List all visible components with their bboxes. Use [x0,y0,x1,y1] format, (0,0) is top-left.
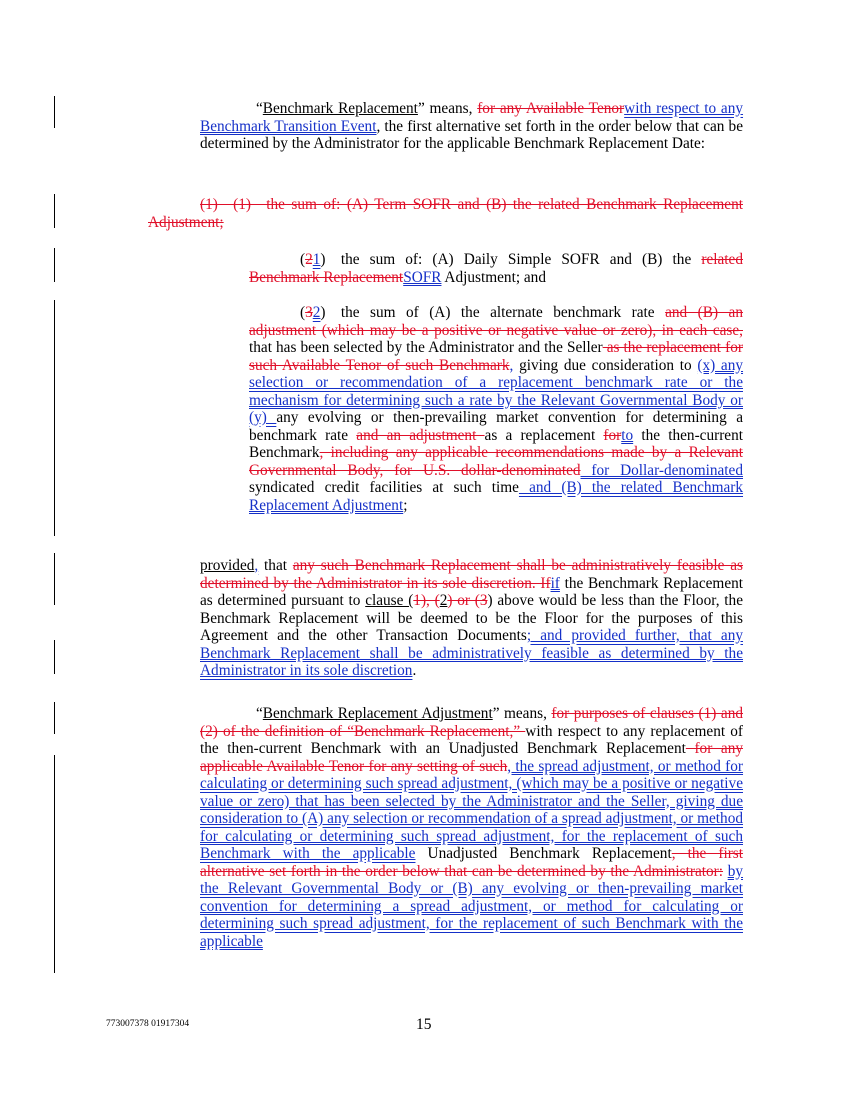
deletion: for purposes of clauses (1) and (2) of the definition of “Benchmark Replacement,” [200,705,743,740]
deletion: , the first alternative set forth in the order below that can be determined by the Administrator: [200,845,744,880]
change-bar [54,194,55,228]
clause-alternate-benchmark-rate: (32) the sum of (A) the alternate benchmark rate and (B) an adjustment (which may be a positive or negative value or zero), in each case, that has been selected by the Administrator and the Seller as the replacement for such Available Tenor of such Benchmark, giving due consideration to (x) any selection or recommendation of a replacement benchmark rate or the mechanism for determining such a rate by the Relevant Governmental Body or (y) any evolving or then-prevailing market convention for determining a benchmark rate and an adjustment as a replacement forto the then-current Benchmark, including any applicable recommendations made by a Relevant Governmental Body, for U.S. dollar-denominated for Dollar-denominated syndicated credit facilities at such time and (B) the related Benchmark Replacement Adjustment; [249,304,744,514]
insertion: , the spread adjustment, or method for calculating or determining such spread adjustment, (which may be a positive or negative value or zero) that has been selected by the Administrator and the Seller, giving due consideration to (A) any selection or recommendation of a spread adjustment, or method for calculating or determining such spread adjustment, for the replacement of such Benchmark with the applicable [200,757,744,862]
document-id: 773007378 01917304 [106,1019,190,1029]
deletion: for any Available Tenor [477,100,625,117]
insertion: by the Relevant Governmental Body or (B) any evolving or then-prevailing market convention for determining a spread adjustment, or method for calculating or determining such spread adjustment, for the replacement of such Benchmark with the applicable [200,862,743,950]
deletion: for any applicable Available Tenor for any setting of such [200,740,743,775]
insertion: (x) any selection or recommendation of a replacement benchmark rate or the mechanism for determining such a rate by the Relevant Governmental Body or (y) [249,356,744,426]
change-bar [54,96,55,128]
deletion: related Benchmark Replacement [249,251,743,286]
proviso-paragraph: provided, that any such Benchmark Replacement shall be administratively feasible as determined by the Administrator in its sole discretion. Ifif the Benchmark Replacement as determined pursuant to clause (1), (2) or (3) above would be less than the Floor, the Benchmark Replacement will be deemed to be the Floor for the purposes of this Agreement and the other Transaction Documents; and provided further, that any Benchmark Replacement shall be administratively feasible as determined by the Administrator in its sole discretion. [200,557,744,679]
benchmark-replacement-definition: “Benchmark Replacement” means, for any Available Tenorwith respect to any Benchmark Transition Event, the first alternative set forth in the order below that can be determined by the Administrator for the applicable Benchmark Replacement Date: [200,100,744,152]
insertion: and (B) the related Benchmark Replacement Adjustment [249,479,744,514]
change-bar [54,248,55,282]
page-number: 15 [416,1016,432,1033]
benchmark-replacement-adjustment-definition: “Benchmark Replacement Adjustment” means, for purposes of clauses (1) and (2) of the definition of “Benchmark Replacement,” with respect to any replacement of the then-current Benchmark with an Unadjusted Benchmark Replacement for any applicable Available Tenor for any setting of such, the spread adjustment, or method for calculating or determining such spread adjustment, (which may be a positive or negative value or zero) that has been selected by the Administrator and the Seller, giving due consideration to (A) any selection or recommendation of a spread adjustment, or method for calculating or determining such spread adjustment, for the replacement of such Benchmark with the applicable Unadjusted Benchmark Replacement, the first alternative set forth in the order below that can be determined by the Administrator: by the Relevant Governmental Body or (B) any evolving or then-prevailing market convention for determining a spread adjustment, or method for calculating or determining such spread adjustment, for the replacement of such Benchmark with the applicable [200,705,744,950]
change-bar [54,300,55,536]
clause-1-deleted [148,196,743,231]
defined-term: Benchmark Replacement Adjustment [262,705,493,722]
change-bar [54,755,55,973]
deletion: and (B) an adjustment (which may be a positive or negative value or zero), in each case, [249,304,743,339]
change-bar [54,702,55,734]
defined-term: Benchmark Replacement [262,100,418,117]
insertion: SOFR [403,268,442,286]
deletion: (1) (1) the sum of: (A) Term SOFR and (B) the related Benchmark Replacement Adjustment; [148,196,743,231]
clause-daily-simple-sofr: (21) the sum of: (A) Daily Simple SOFR and (B) the related Benchmark ReplacementSOFR Adjustment; and [249,251,743,286]
deletion: , including any applicable recommendations made by a Relevant Governmental Body, for U.S. dollar-denominated [249,444,743,479]
change-bar [54,553,55,605]
deletion: as the replacement for such Available Tenor of such Benchmark [249,339,743,374]
insertion: for Dollar-denominated [580,461,743,479]
change-bar [54,640,55,674]
deletion: any such Benchmark Replacement shall be administratively feasible as determined by the Administrator in its sole discretion. If [200,557,743,592]
insertion: ; and provided further, that any Benchmark Replacement shall be administratively feasible as determined by the Administrator in its sole discretion [200,627,743,679]
insertion: with respect to any Benchmark Transition Event [200,100,744,135]
